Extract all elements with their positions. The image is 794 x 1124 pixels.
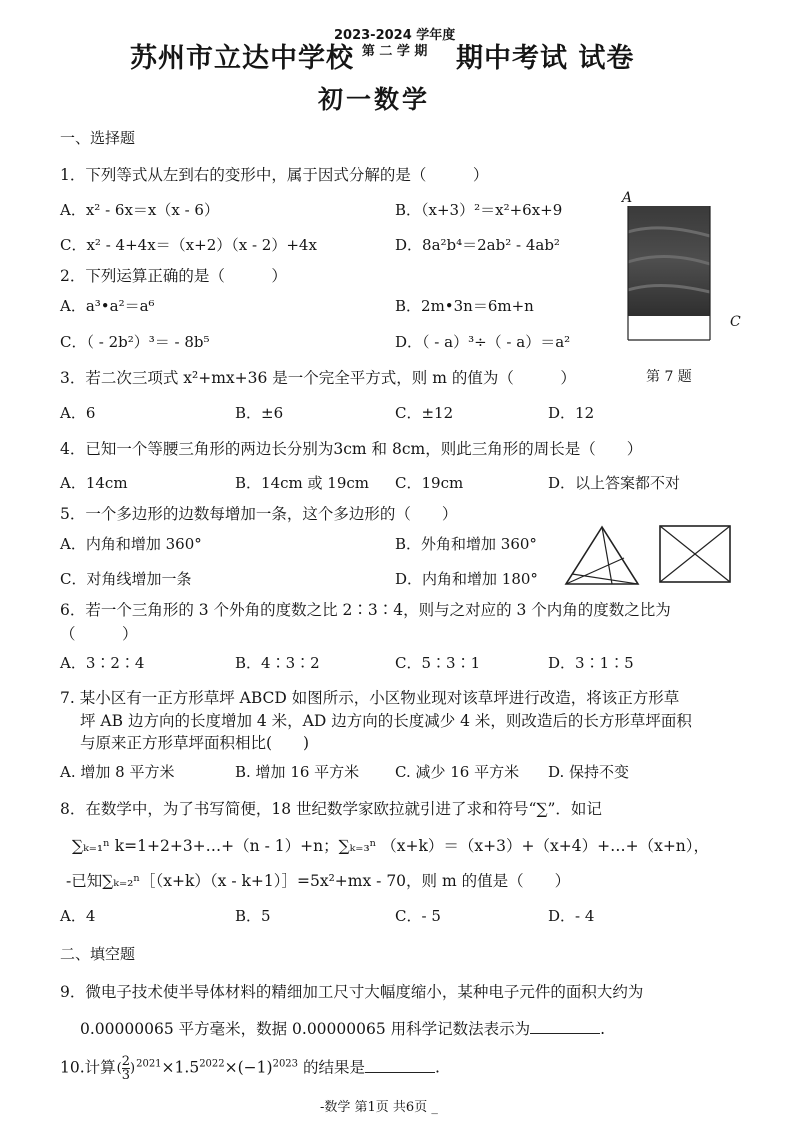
q2-option-a: A．a³•a²＝a⁶: [60, 297, 155, 315]
q10-exp-2: 2022: [199, 1058, 225, 1070]
school-name: 苏州市立达中学校: [130, 43, 354, 74]
q4-stem: 4．已知一个等腰三角形的两边长分别为3cm 和 8cm，则此三角形的周长是（ ）: [60, 440, 643, 458]
q6-stem-bracket: （ ）: [60, 625, 138, 643]
q8-option-b: B．5: [235, 907, 271, 925]
q5-option-b: B．外角和增加 360°: [395, 535, 537, 553]
q8-line-2: ∑ₖ₌₁ⁿ k=1+2+3+…+（n - 1）+n；∑ₖ₌₃ⁿ （x+k）＝（x+3）+（x+4）+…+（x+n），: [72, 837, 710, 855]
q6-option-a: A．3∶2∶4: [60, 654, 145, 672]
q10-fraction: ( $\frac{2}{3}$ ): [116, 1054, 136, 1083]
q6-option-c: C．5∶3∶1: [395, 654, 481, 672]
q3-stem: 3．若二次三项式 x²+mx+36 是一个完全平方式，则 m 的值为（ ）: [60, 369, 576, 387]
q2-option-b: B．2m•3n＝6m+n: [395, 297, 534, 315]
q9-answer-blank[interactable]: [530, 1019, 600, 1034]
q9-line-1: 9．微电子技术使半导体材料的精细加工尺寸大幅度缩小，某种电子元件的面积大约为: [60, 983, 644, 1001]
academic-year: [334, 28, 455, 60]
q8-option-a: A．4: [60, 907, 96, 925]
q7-line-2: 坪 AB 边方向的长度增加 4 米，AD 边方向的长度减少 4 米，则改造后的长方形草坪面积: [80, 712, 692, 730]
q5-stem: 5．一个多边形的边数每增加一条，这个多边形的（ ）: [60, 505, 458, 523]
q8-line-3: -已知∑ₖ₌₂ⁿ［（x+k）（x - k+1）］=5x²+mx - 70，则 m 的值是（ ）: [66, 872, 571, 890]
figure-caption: 第 7 题: [646, 369, 692, 385]
q10-answer-blank[interactable]: [365, 1058, 435, 1073]
q6-option-d: D．3∶1∶5: [548, 654, 634, 672]
q4-option-a: A．14cm: [60, 474, 128, 492]
q10-prefix: 10.计算: [60, 1058, 116, 1077]
q7-line-3: 与原来正方形草坪面积相比( ): [80, 734, 310, 752]
q1-option-a: A．x² - 6x＝x（x - 6）: [60, 201, 219, 219]
q5-option-a: A．内角和增加 360°: [60, 535, 202, 553]
q4-option-d: D．以上答案都不对: [548, 474, 681, 492]
q3-option-c: C．±12: [395, 404, 454, 422]
q3-option-b: B．±6: [235, 404, 284, 422]
q10-suffix: 的结果是: [302, 1058, 365, 1077]
q1-option-c: C．x² - 4+4x＝（x+2）（x - 2）+4x: [60, 236, 317, 254]
figure-label-a: A: [622, 190, 633, 206]
q3-option-d: D．12: [548, 404, 595, 422]
q5-option-d: D．内角和增加 180°: [395, 570, 538, 588]
q10-mid-2: ×(−1): [224, 1058, 273, 1077]
q10-frac-numerator: 2: [121, 1054, 131, 1069]
q8-option-d: D．- 4: [548, 907, 595, 925]
q9-period: .: [600, 1020, 606, 1038]
q4-option-c: C．19cm: [395, 474, 464, 492]
year-label: 2023-2024 学年度: [334, 28, 456, 43]
q10-exp-3: 2023: [272, 1058, 299, 1070]
q9-line-2: [80, 1017, 605, 1039]
q2-option-d: D．（ - a）³÷（ - a）＝a²: [395, 333, 571, 351]
figure-triangle: [562, 524, 642, 592]
q2-stem: 2．下列运算正确的是（ ）: [60, 267, 287, 285]
q10-exp-1: 2021: [136, 1058, 162, 1070]
section-fill: 二、填空题: [60, 945, 136, 963]
subject-title: 初一数学: [318, 85, 431, 114]
q9-line-2-text: 0.00000065 平方毫米，数据 0.00000065 用科学记数法表示为: [80, 1020, 531, 1038]
q1-stem: 1．下列等式从左到右的变形中，属于因式分解的是（ ）: [60, 166, 489, 184]
q1-option-d: D．8a²b⁴＝2ab² - 4ab²: [395, 236, 560, 254]
q10-line: [60, 1055, 440, 1082]
q7-option-d: D. 保持不变: [548, 763, 630, 781]
term-label: 第 二 学 期: [361, 44, 428, 59]
exam-title: 期中考试 试卷: [456, 43, 635, 74]
figure-q7: [620, 192, 750, 356]
section-choice: 一、选择题: [60, 129, 136, 147]
q2-option-c: C．（ - 2b²）³＝ - 8b⁵: [60, 333, 210, 351]
figure-rectangle-diagonals: [656, 522, 734, 590]
q6-stem: 6．若一个三角形的 3 个外角的度数之比 2∶3∶4，则与之对应的 3 个内角的度数之比为: [60, 601, 671, 619]
page-footer: -数学 第1页 共6页 _: [320, 1100, 438, 1115]
q7-option-b: B. 增加 16 平方米: [235, 763, 360, 781]
q7-option-a: A. 增加 8 平方米: [60, 763, 175, 781]
q10-period: .: [434, 1058, 440, 1077]
q1-option-b: B．（x+3）²＝x²+6x+9: [395, 201, 563, 219]
q8-option-c: C．- 5: [395, 907, 441, 925]
q7-line-1: 7. 某小区有一正方形草坪 ABCD 如图所示，小区物业现对该草坪进行改造，将该正方形草: [60, 689, 680, 707]
q8-line-1: 8．在数学中，为了书写简便，18 世纪数学家欧拉就引进了求和符号“∑”．如记: [60, 800, 602, 818]
q4-option-b: B．14cm 或 19cm: [235, 474, 369, 492]
q3-option-a: A．6: [60, 404, 96, 422]
figure-label-c: C: [730, 314, 741, 330]
q10-frac-denominator: 3: [121, 1068, 131, 1083]
q5-option-c: C．对角线增加一条: [60, 570, 192, 588]
q7-option-c: C. 减少 16 平方米: [395, 763, 520, 781]
q6-option-b: B．4∶3∶2: [235, 654, 320, 672]
q10-mid: ×1.5: [161, 1058, 200, 1077]
